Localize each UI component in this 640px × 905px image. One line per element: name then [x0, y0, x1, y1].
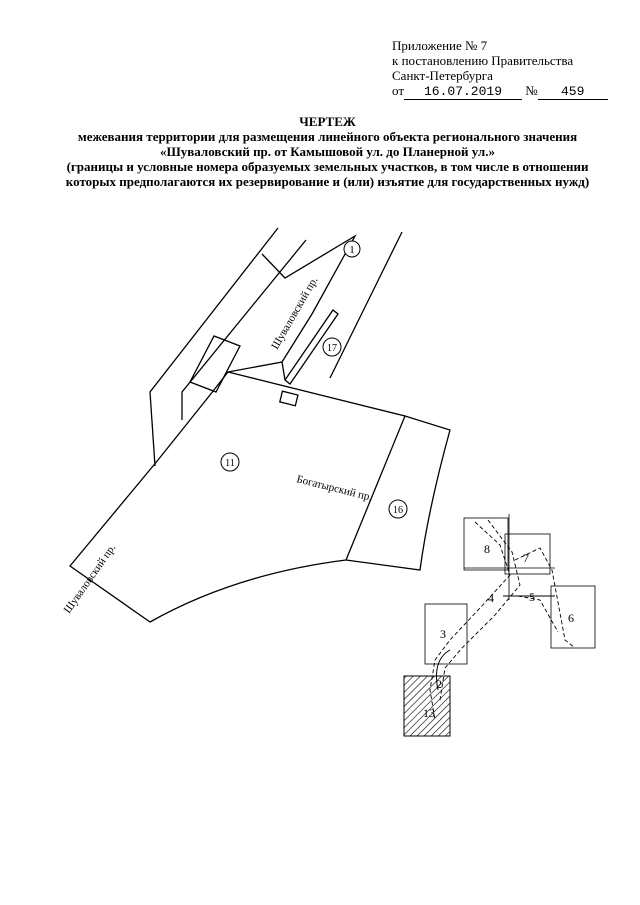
- parcel-label-17: [323, 338, 341, 356]
- street-label-bogatyrsky: Богатырский пр.: [295, 473, 374, 504]
- inset-number-5: 5: [529, 590, 535, 604]
- parcel-label-16: [389, 500, 407, 518]
- number-prefix: №: [525, 83, 538, 98]
- parcel-number-11: 11: [225, 458, 235, 469]
- inset-number-4: 4: [488, 591, 494, 605]
- connector-line: [282, 362, 285, 380]
- date-prefix: от: [392, 83, 405, 98]
- parcel-number-1: 1: [349, 244, 355, 256]
- inset-number-7: 7: [523, 551, 529, 565]
- building-north: [190, 336, 240, 392]
- parcel-number-17: 17: [327, 343, 337, 354]
- decree-date: 16.07.2019: [404, 84, 522, 100]
- parcel-label-1: [344, 241, 360, 257]
- small-structure: [280, 391, 298, 406]
- document-heading: ЧЕРТЕЖ: [299, 114, 356, 129]
- inset-frame-3: [425, 604, 467, 664]
- inset-number-3: 3: [440, 627, 446, 641]
- title-line-2: «Шуваловский пр. от Камышовой ул. до Планерной ул.»: [160, 144, 495, 159]
- inset-number-2: 2: [436, 677, 442, 691]
- title-line-1: межевания территории для размещения линейного объекта регионального значения: [77, 129, 578, 144]
- appendix-line-2: к постановлению Правительства: [392, 53, 574, 68]
- decree-number: 459: [538, 84, 608, 100]
- street-label-shuvalovsky-lower: Шуваловский пр.: [61, 541, 119, 616]
- inset-number-13: 13: [423, 706, 435, 720]
- inset-scheme: [404, 514, 595, 736]
- appendix-line-3: Санкт-Петербурга: [392, 68, 493, 83]
- inset-dashed-corridor: [430, 520, 575, 720]
- street-label-shuvalovsky-upper: Шуваловский пр.: [269, 274, 321, 352]
- parcel-label-11: [221, 453, 239, 471]
- east-street-line: [330, 232, 402, 378]
- inset-number-8: 8: [484, 542, 490, 556]
- appendix-line-1: Приложение № 7: [392, 38, 488, 53]
- title-line-3: (границы и условные номера образуемых земельных участков, в том числе в отношении: [66, 159, 589, 174]
- title-line-4: которых предполагаются их резервирование и (или) изъятие для государственных нужд): [65, 174, 590, 189]
- inset-number-6: 6: [568, 611, 574, 625]
- shuvalovsky-west-line: [150, 228, 278, 466]
- parcel-number-16: 16: [393, 505, 403, 516]
